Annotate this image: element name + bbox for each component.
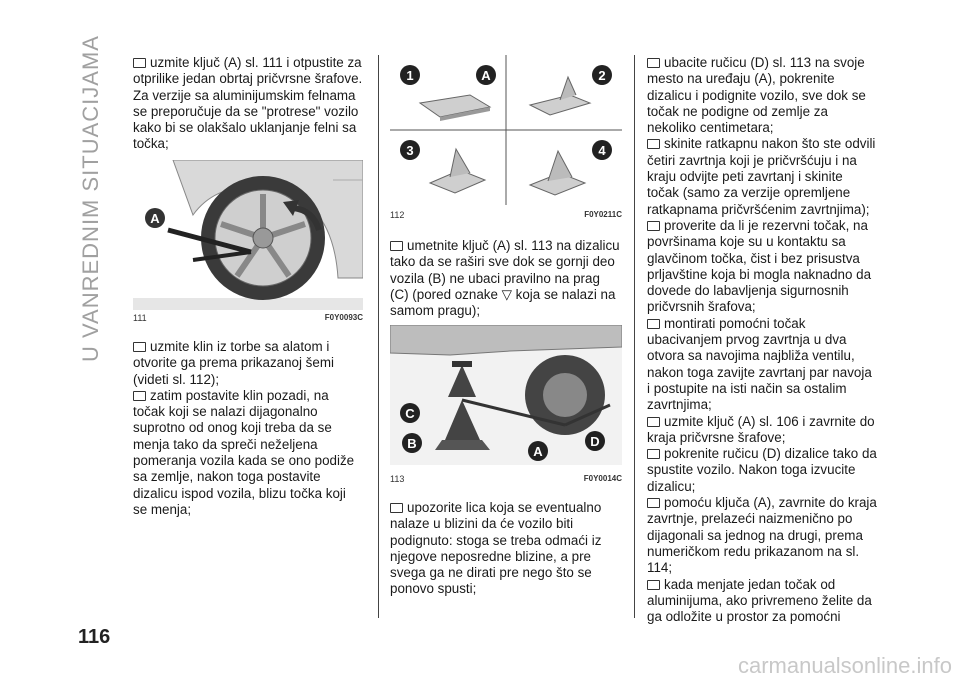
label-d: D [590,434,600,449]
checkbox-bullet-icon [133,58,146,68]
label-a: A [533,444,543,459]
step-1-label: 1 [406,68,414,83]
column-divider-2 [634,55,635,618]
instruction-step [647,316,877,414]
instruction-step [133,55,363,153]
figure-number: 113 [390,474,405,484]
watermark: carmanualsonline.info [737,653,952,678]
checkbox-bullet-icon [133,342,146,352]
checkbox-bullet-icon [647,417,660,427]
instruction-step [647,446,877,495]
column-divider-1 [378,55,379,618]
step-text: upozorite lica koja se eventualno nalaze u blizini da će vozilo biti podignuto: stoga se treba odmaći iz njegove neposredne blizine, a pre svega ga ne dirati pre nego što se ponovo spusti; [390,500,602,597]
instruction-step [647,414,877,447]
checkbox-bullet-icon [390,241,403,251]
instruction-step [390,500,620,598]
instruction-step [390,238,620,319]
figure-code: F0Y0093C [324,313,363,322]
step-text: pokrenite ručicu (D) dizalice tako da spustite vozilo. Nakon toga izvucite dizalicu; [647,446,877,494]
step-text: uzmite klin iz torbe sa alatom i otvorite ga prema prikazanoj šemi (videti sl. 112); [133,339,334,387]
label-a: A [150,211,160,226]
checkbox-bullet-icon [647,498,660,508]
label-a: A [481,68,491,83]
checkbox-bullet-icon [647,319,660,329]
label-b: B [407,436,417,451]
figure-112 [390,55,622,205]
figure-113 [390,325,622,465]
checkbox-bullet-icon [133,391,146,401]
section-title-text: U VANREDNIM SITUACIJAMA [78,35,103,362]
step-text: skinite ratkapnu nakon što ste odvili četiri zavrtnja koji je pričvršćuju i na kraju odvijte peti zavrtanj i skinite točak (samo za verzije opremljene ratkapnama pričvršćenim zavrtnjima); [647,136,876,217]
instruction-step [647,577,877,626]
section-title [78,35,118,362]
instruction-step [133,339,363,388]
step-text: proverite da li je rezervni točak, na površinama koje su u kontaktu sa glavčinom točka, čist i bez prisustva prljavštine koja bi mogla naknadno da dovede do labavljenja sigurnosnih pričvrsnih šrafova; [647,217,872,315]
figure-113-caption [390,474,622,484]
checkbox-bullet-icon [647,139,660,149]
column-3 [647,55,877,625]
step-4-label: 4 [598,143,606,158]
step-3-label: 3 [406,143,414,158]
figure-111 [133,160,363,310]
checkbox-bullet-icon [647,449,660,459]
instruction-step [133,388,363,518]
page-number: 116 [78,626,111,648]
instruction-step [647,495,877,576]
column-2-mid [390,238,620,319]
figure-111-caption [133,313,363,323]
instruction-step [647,55,877,136]
figure-code: F0Y0211C [584,210,622,219]
step-text: uzmite ključ (A) sl. 111 i otpustite za otprilike jedan obrtaj pričvrsne šrafove. Za verzije sa aluminijumskim felnama se preporučuje da se "protrese" vozilo kako bi se olakšalo uklanjanje felni sa točka; [133,55,363,152]
label-c: C [405,406,415,421]
wedge-steps-illustration [390,55,622,205]
column-1 [133,55,363,153]
figure-code: F0Y0014C [583,474,622,483]
wheel-wrench-illustration [133,160,363,310]
step-text: montirati pomoćni točak ubacivanjem prvog zavrtnja u dva otvora sa navojima najbliža ventilu, nakon toga zavijte zavrtanj par navoja i postupite na isti način sa ostalim zavrtnjima; [647,315,872,413]
checkbox-bullet-icon [647,580,660,590]
figure-112-caption [390,210,622,220]
step-2-label: 2 [598,68,606,83]
checkbox-bullet-icon [647,58,660,68]
column-2-lower [390,500,620,598]
instruction-step [647,136,877,217]
figure-number: 112 [390,210,405,220]
instruction-step [647,218,877,316]
checkbox-bullet-icon [647,221,660,231]
checkbox-bullet-icon [390,503,403,513]
step-text: uzmite ključ (A) sl. 106 i zavrnite do kraja pričvrsne šrafove; [647,413,875,445]
step-text: ubacite ručicu (D) sl. 113 na svoje mesto na uređaju (A), pokrenite dizalicu i podignite vozilo, sve dok se točak ne podigne od zemlje za nekoliko centimetara; [647,55,866,136]
jack-illustration [390,325,622,465]
step-text: kada menjate jedan točak od aluminijuma, ako privremeno želite da ga odložite u prostor za pomoćni [647,576,872,625]
step-text: zatim postavite klin pozadi, na točak koji se nalazi dijagonalno suprotno od onog koji treba da se menja tako da spreči neželjena pomeranja vozila kada se ono podiže sa zemlje, nakon toga postavite dizalicu ispod vozila, blizu točka koji se menja; [133,387,355,517]
column-1-lower [133,339,363,518]
step-text: umetnite ključ (A) sl. 113 na dizalicu tako da se raširi sve dok se gornji deo vozila (B) ne ubaci pravilno na prag (C) (pored oznake ▽ koja se nalazi na samom pragu); [390,238,620,319]
step-text: pomoću ključa (A), zavrnite do kraja zavrtnje, prelazeći naizmenično po dijagonali sa jednog na drugi, prema numeričkom redu prikazanom na sl. 114; [647,495,877,576]
figure-number: 111 [133,313,147,323]
